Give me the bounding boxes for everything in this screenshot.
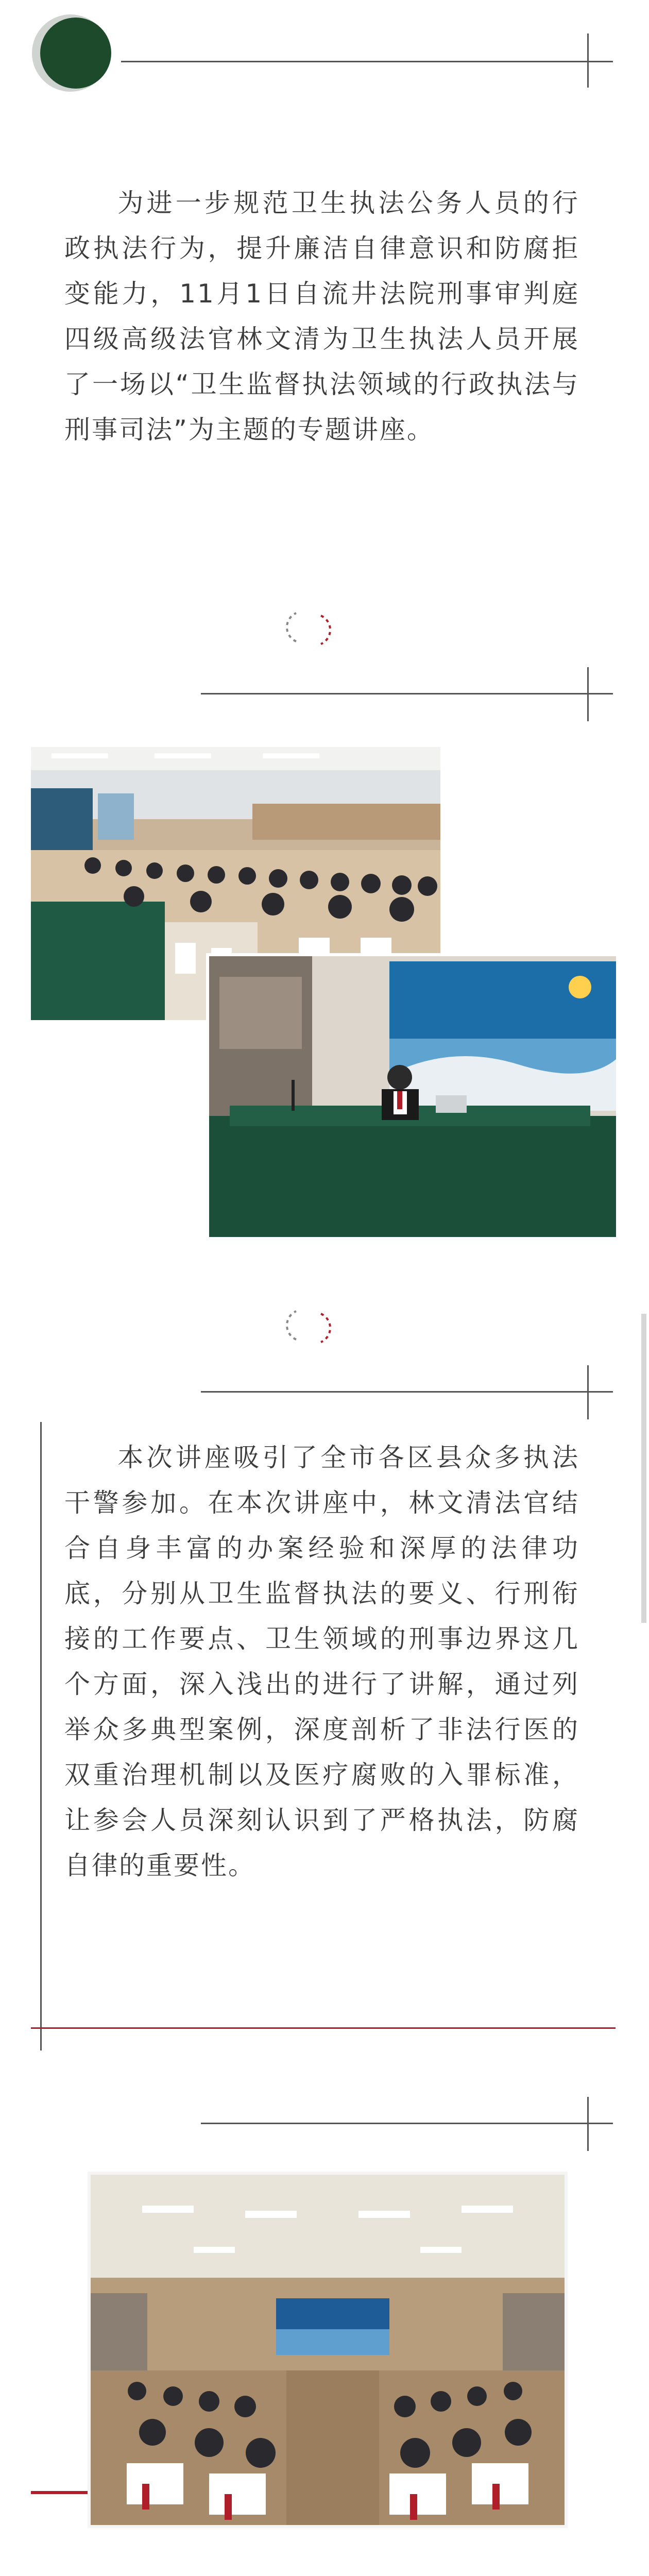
header-cross [587,33,589,88]
divider-rule-2 [201,1391,613,1393]
divider-rule-3 [201,2123,613,2124]
dark-green-circle-icon-core [40,18,111,89]
side-scroll-strip-1 [641,1314,646,1623]
divider-cross-3 [587,2097,589,2151]
paragraph2-left-rule [40,1422,42,2050]
body-paragraph: 本次讲座吸引了全市各区县众多执法干警参加。在本次讲座中，林文清法官结合自身丰富的办案经验和深厚的法律功底，分别从卫生监督执法的要义、行刑衔接的工作要点、卫生领域的刑事边界这几个方面，深入浅出的进行了讲解，通过列举众多典型案例，深度剖析了非法行医的双重治理机制以及医疗腐败的入罪标准，让参会人员深刻认识到了严格执法，防腐自律的重要性。 [64,1443,579,1880]
intro-paragraph: 为进一步规范卫生执法公务人员的行政执法行为，提升廉洁自律意识和防腐拒变能力，11月1日自流井法院刑事审判庭四级高级法官林文清为卫生执法人员开展了一场以“卫生监督执法领域的行政执法与刑事司法”为主题的专题讲座。 [64,188,579,445]
lecture-hall-photo [88,2172,568,2528]
divider-cross-2 [587,1365,589,1419]
lecturer-podium-photo [206,953,619,1240]
header-rule [121,61,613,62]
dotted-arc-icon [281,605,337,652]
paragraph2-bottom-rule [31,2027,616,2029]
dotted-arc-icon [281,1303,337,1350]
divider-rule-1 [201,693,613,694]
divider-cross-1 [587,667,589,721]
